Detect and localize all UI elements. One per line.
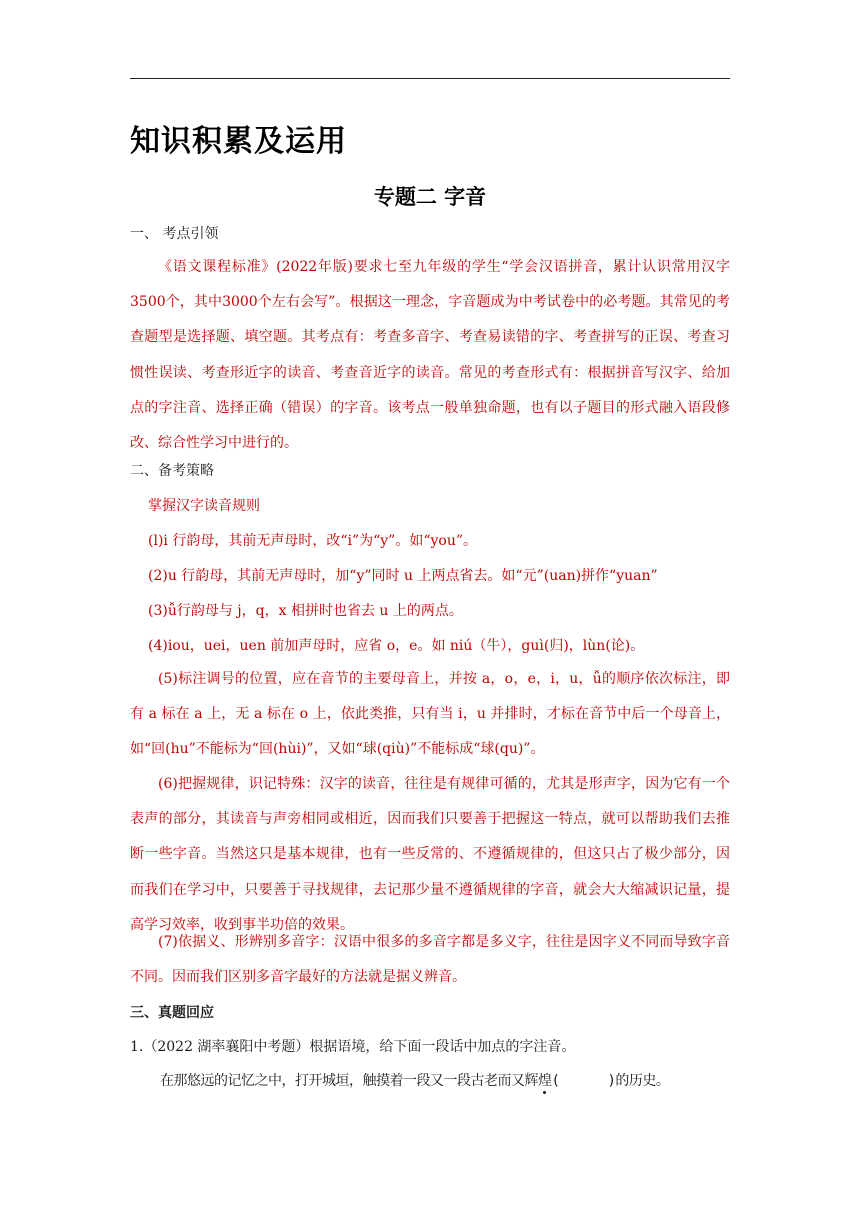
- passage-ending: )的历史。: [607, 1073, 670, 1089]
- rule-5: (5)标注调号的位置，应在音节的主要母音上，并按 a，o，e，i，u，ǚ的顺序依次标注，即有 a 标在 a 上，无 a 标在 o 上，依此类推，只有当 i，u 并排时，才标在音节中后一个母音上，如“回(hu”不能标为“回(hùi)”，又如“球(qiù)”不能标成“球(qu)”。: [130, 671, 730, 758]
- topic-title: 专题二 字音: [373, 185, 487, 209]
- question-1-passage: [160, 1071, 669, 1091]
- passage-text: 在那悠远的记忆之中，打开城垣，触摸着一段又一段古老而又辉: [160, 1073, 538, 1089]
- section-heading-3: 三、真题回应: [130, 1005, 214, 1021]
- question-1-prompt: 1.（2022 湖率襄阳中考题）根据语境，给下面一段话中加点的字注音。: [130, 1039, 576, 1055]
- rule-3: (3)ǚ行韵母与 j，q，x 相拼时也省去 u 上的两点。: [148, 603, 463, 619]
- section-heading-1: 一、 考点引领: [130, 226, 219, 242]
- section-heading-2: 二、备考策略: [130, 463, 214, 479]
- rule-6: (6)把握规律，识记特殊：汉字的读音，往往是有规律可循的，尤其是形声字，因为它有一个表声的部分，其读音与声旁相同或相近，因而我们只要善于把握这一特点，就可以帮助我们去推断一些字音。当然这只是基本规律，也有一些反常的、不遵循规律的，但这只占了极少部分，因而我们在学习中，只要善于寻找规律，去记那少量不遵循规律的字音，就会大大缩减识记量，提高学习效率，收到事半功倍的效果。: [130, 776, 730, 933]
- dotted-character: 煌: [538, 1073, 552, 1089]
- header-rule: [130, 78, 730, 79]
- rule-2: (2)u 行韵母，其前无声母时，加“y”同时 u 上两点省去。如“元”(uan)拼作“yuan”: [148, 568, 658, 584]
- paren-open: (: [551, 1073, 560, 1089]
- document-title: 知识积累及运用: [130, 124, 347, 159]
- rule-7: (7)依据义、形辨别多音字：汉语中很多的多音字都是多义字，往往是因字义不同而导致字音不同。因而我们区别多音字最好的方法就是据义辨音。: [130, 934, 730, 986]
- section1-paragraph: 《语文课程标准》(2022年版)要求七至九年级的学生“学会汉语拼音，累计认识常用汉字3500个，其中3000个左右会写”。根据这一理念，字音题成为中考试卷中的必考题。其常见的考查题型是选择题、填空题。其考点有：考查多音字、考查易读错的字、考查拼写的正误、考查习惯性误读、考查形近字的读音、考查音近字的读音。常见的考查形式有：根据拼音写汉字、给加点的字注音、选择正确（错误）的字音。该考点一般单独命题，也有以子题目的形式融入语段修改、综合性学习中进行的。: [130, 259, 730, 452]
- rule-title: 掌握汉字读音规则: [148, 498, 260, 514]
- rule-1: (l)i 行韵母，其前无声母时，改“i”为“y”。如“you”。: [148, 533, 478, 549]
- rule-4: (4)iou，uei，uen 前加声母时，应省 o，e。如 niú（牛），guì(归)，lùn(论)。: [148, 638, 645, 654]
